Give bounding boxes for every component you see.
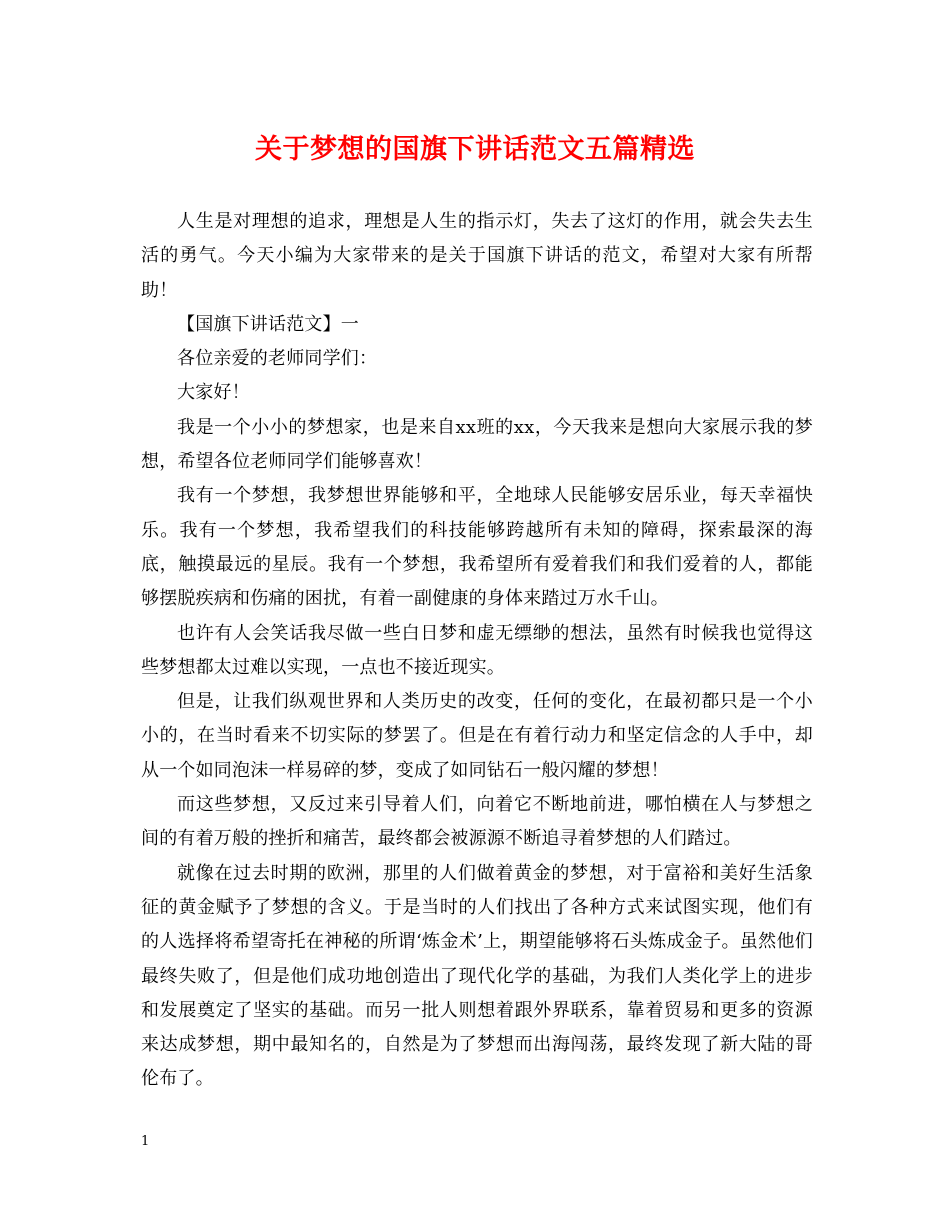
salutation: 各位亲爱的老师同学们：: [177, 348, 378, 370]
paragraph-intro: 人生是对理想的追求，理想是人生的指示灯，失去了这灯的作用，就会失去生活的勇气。今天小编为大家带来的是关于国旗下讲话的范文，希望对大家有所帮助！: [141, 211, 813, 301]
paragraph: 就像在过去时期的欧洲，那里的人们做着黄金的梦想，对于富裕和美好生活象征的黄金赋予了梦想的含义。于是当时的人们找出了各种方式来试图实现，他们有的人选择将希望寄托在神秘的所谓‘炼金术’上，期望能够将石头炼成金子。虽然他们最终失败了，但是他们成功地创造出了现代化学的基础，为我们人类化学上的进步和发展奠定了坚实的基础。而另一批人则想着跟外界联系，靠着贸易和更多的资源来达成梦想，期中最知名的，自然是为了梦想而出海闯荡，最终发现了新大陆的哥伦布了。: [141, 862, 813, 1090]
paragraph: 而这些梦想，又反过来引导着人们，向着它不断地前进，哪怕横在人与梦想之间的有着万般的挫折和痛苦，最终都会被源源不断追寻着梦想的人们踏过。: [141, 794, 813, 850]
section-heading: 【国旗下讲话范文】一: [177, 313, 359, 335]
document-body: [141, 205, 813, 1097]
paragraph: 但是，让我们纵观世界和人类历史的改变，任何的变化，在最初都只是一个小小的，在当时看来不切实际的梦罢了。但是在有着行动力和坚定信念的人手中，却从一个如同泡沫一样易碎的梦，变成了如同钻石一般闪耀的梦想！: [141, 691, 813, 781]
paragraph: 也许有人会笑话我尽做一些白日梦和虚无缥缈的想法，虽然有时候我也觉得这些梦想都太过难以实现，一点也不接近现实。: [141, 622, 813, 678]
paragraph: 我有一个梦想，我梦想世界能够和平，全地球人民能够安居乐业，每天幸福快乐。我有一个梦想，我希望我们的科技能够跨越所有未知的障碍，探索最深的海底，触摸最远的星辰。我有一个梦想，我希望所有爱着我们和我们爱着的人，都能够摆脱疾病和伤痛的困扰，有着一副健康的身体来踏过万水千山。: [141, 485, 813, 610]
page-number: 1: [141, 1134, 150, 1149]
paragraph: 我是一个小小的梦想家，也是来自xx班的xx，今天我来是想向大家展示我的梦想，希望各位老师同学们能够喜欢！: [141, 416, 813, 473]
greeting: 大家好！: [177, 382, 250, 404]
document-title: 关于梦想的国旗下讲话范文五篇精选: [255, 134, 695, 165]
